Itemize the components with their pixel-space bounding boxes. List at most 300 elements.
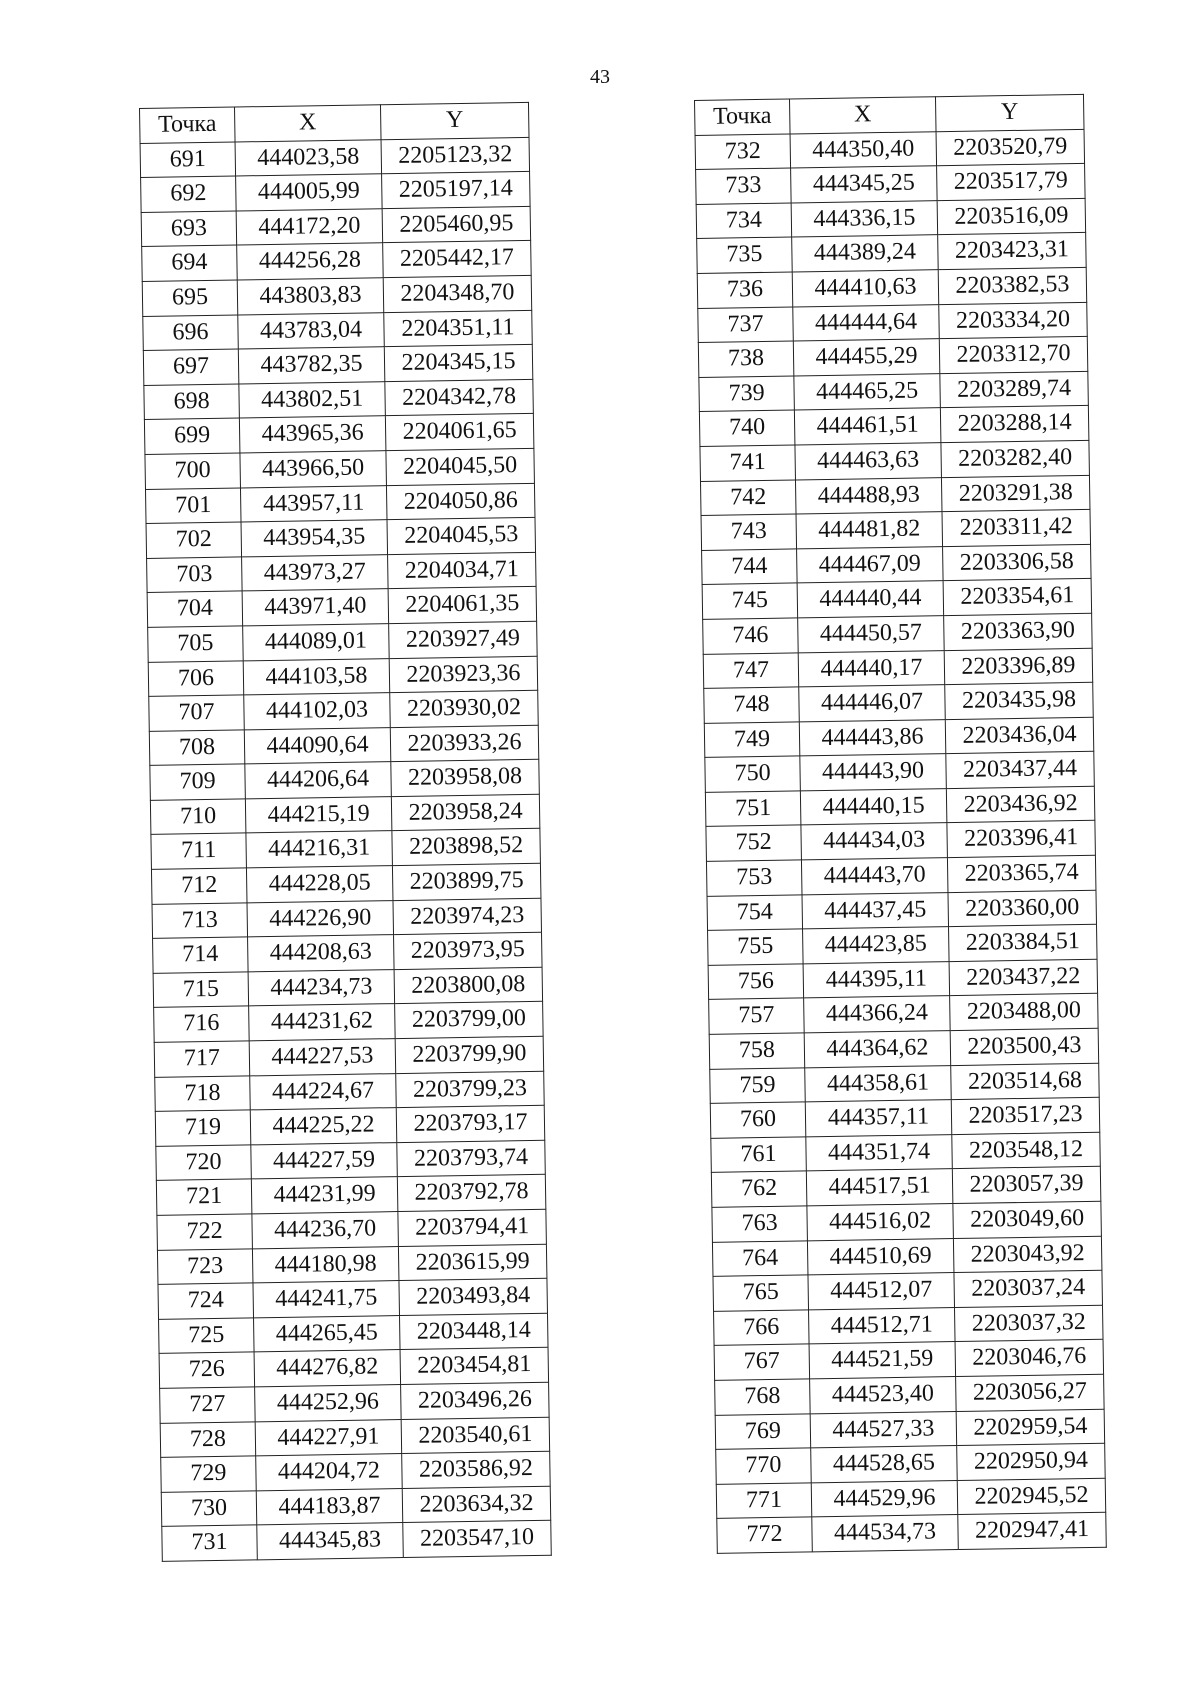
x-cell: 444336,15 [791,200,938,237]
point-cell: 749 [704,722,800,758]
point-cell: 698 [144,384,240,420]
x-cell: 443966,50 [240,451,387,488]
x-cell: 444521,59 [809,1342,956,1379]
table-row [716,1443,1105,1484]
point-cell: 761 [711,1137,807,1173]
y-cell: 2203311,42 [942,509,1091,546]
x-cell: 444443,70 [801,858,948,895]
x-cell: 444443,90 [800,754,947,791]
point-cell: 738 [698,341,794,377]
page-number: 43 [590,66,610,88]
x-cell: 443971,40 [242,589,389,626]
y-cell: 2203799,00 [395,1002,544,1039]
table-row [697,233,1086,274]
table-row [161,1451,550,1492]
y-cell: 2203384,51 [949,925,1098,962]
y-cell: 2203057,39 [952,1167,1101,1204]
x-cell: 444358,61 [805,1065,952,1102]
y-cell: 2203517,79 [937,164,1086,201]
table-row [699,371,1088,412]
x-cell: 444234,73 [248,969,395,1006]
y-cell: 2203634,32 [402,1486,551,1523]
y-cell: 2204345,15 [384,345,533,382]
table-row [162,1521,551,1562]
table-row [160,1417,549,1458]
table-row [154,1036,543,1077]
x-cell: 444172,20 [236,208,383,245]
table-row [715,1374,1104,1415]
x-cell: 444523,40 [810,1377,957,1414]
y-cell: 2203793,17 [396,1105,545,1142]
table-row [702,544,1091,585]
point-cell: 721 [156,1179,252,1215]
table-row [145,448,534,489]
point-cell: 741 [700,445,796,481]
table-row [709,1028,1098,1069]
table-row [716,1478,1105,1519]
table-row [155,1071,544,1112]
x-cell: 444256,28 [237,243,384,280]
y-cell: 2204342,78 [385,379,534,416]
y-cell: 2203291,38 [941,475,1090,512]
x-cell: 444440,44 [797,581,944,618]
point-cell: 716 [154,1006,250,1042]
table-row [711,1167,1100,1208]
y-cell: 2203334,20 [939,302,1088,339]
table-row [148,656,537,697]
y-cell: 2203517,23 [951,1097,1100,1134]
x-cell: 444215,19 [245,796,392,833]
y-cell: 2203037,32 [954,1305,1103,1342]
y-cell: 2203930,02 [390,690,539,727]
x-cell: 443954,35 [241,520,388,557]
x-cell: 444528,65 [811,1446,958,1483]
point-cell: 692 [141,176,237,212]
table-row [698,337,1087,378]
x-cell: 444231,99 [251,1177,398,1214]
table-row [142,275,531,316]
table-row [705,752,1094,793]
x-cell: 444516,02 [807,1204,954,1241]
point-cell: 714 [153,937,249,973]
table-row [707,890,1096,931]
table-row [710,1097,1099,1138]
table-body-right [695,129,1106,1553]
point-cell: 755 [708,929,804,965]
table-row [700,440,1089,481]
y-cell: 2203792,78 [397,1175,546,1212]
y-cell: 2203514,68 [951,1063,1100,1100]
table-row [158,1278,547,1319]
table-row [149,690,538,731]
table-row [156,1140,545,1181]
table-row [144,379,533,420]
y-cell: 2203049,60 [953,1201,1102,1238]
y-cell: 2203423,31 [938,233,1087,270]
table-row [145,483,534,524]
table-row [157,1244,546,1285]
table-row [708,925,1097,966]
x-cell: 444488,93 [795,477,942,514]
x-cell: 444529,96 [811,1480,958,1517]
table-row [710,1063,1099,1104]
x-cell: 444512,07 [808,1273,955,1310]
x-cell: 443783,04 [238,312,385,349]
x-cell: 444183,87 [256,1488,403,1525]
x-cell: 444208,63 [248,935,395,972]
x-cell: 444389,24 [792,235,939,272]
table-row [696,198,1085,239]
point-cell: 764 [712,1240,808,1276]
table-row [708,959,1097,1000]
y-cell: 2203500,43 [950,1028,1099,1065]
point-cell: 770 [716,1448,812,1484]
coordinates-table-left [139,102,552,1562]
point-cell: 704 [147,591,243,627]
table-row [153,933,542,974]
y-cell: 2203586,92 [402,1451,551,1488]
table-row [712,1201,1101,1242]
y-cell: 2203454,81 [400,1348,549,1385]
table-row [150,794,539,835]
point-cell: 751 [705,791,801,827]
point-cell: 771 [716,1483,812,1519]
point-cell: 707 [149,695,245,731]
point-cell: 700 [145,453,241,489]
table-row [706,855,1095,896]
y-cell: 2202950,94 [957,1443,1106,1480]
point-cell: 729 [161,1456,257,1492]
point-cell: 753 [706,860,802,896]
point-cell: 706 [148,660,244,696]
y-cell: 2203898,52 [392,829,541,866]
y-cell: 2203437,44 [946,752,1095,789]
y-cell: 2203046,76 [955,1340,1104,1377]
x-cell: 443802,51 [239,381,386,418]
table-row [141,172,530,213]
point-cell: 735 [697,237,793,273]
y-cell: 2203799,90 [395,1036,544,1073]
y-cell: 2203056,27 [956,1374,1105,1411]
y-cell: 2203958,08 [391,760,540,797]
point-cell: 762 [711,1171,807,1207]
table-body-left [140,137,551,1561]
table-row [701,509,1090,550]
y-cell: 2203933,26 [390,725,539,762]
table-row [154,1002,543,1043]
point-cell: 765 [713,1275,809,1311]
table-row [699,406,1088,447]
y-cell: 2202959,54 [956,1409,1105,1446]
coordinates-table-right [694,94,1107,1554]
table-row [703,648,1092,689]
x-cell: 444364,62 [804,1031,951,1068]
table-row [151,863,540,904]
table-row [714,1340,1103,1381]
table-row [148,621,537,662]
x-cell: 444231,62 [249,1004,396,1041]
point-cell: 701 [145,487,241,523]
point-cell: 766 [714,1310,810,1346]
y-cell: 2203800,08 [394,967,543,1004]
point-cell: 732 [695,134,791,170]
point-cell: 691 [140,142,236,178]
point-cell: 745 [702,583,798,619]
table-row [703,613,1092,654]
table-row [143,345,532,386]
x-cell: 444444,64 [793,304,940,341]
y-cell: 2204050,86 [386,483,535,520]
y-cell: 2204061,35 [388,587,537,624]
point-cell: 713 [152,903,248,939]
point-cell: 750 [705,756,801,792]
point-cell: 772 [717,1517,813,1553]
table-row [700,475,1089,516]
point-cell: 757 [709,998,805,1034]
table-row [704,717,1093,758]
x-cell: 444227,91 [255,1419,402,1456]
table-row [159,1313,548,1354]
x-cell: 444463,63 [795,443,942,480]
table-row [714,1305,1103,1346]
point-cell: 767 [714,1344,810,1380]
point-cell: 702 [146,522,242,558]
x-cell: 444241,75 [253,1281,400,1318]
point-cell: 710 [150,799,246,835]
point-cell: 697 [143,349,239,385]
x-cell: 444090,64 [244,727,391,764]
x-cell: 444089,01 [243,624,390,661]
point-cell: 727 [160,1387,256,1423]
table-row [140,137,529,178]
table-row [712,1236,1101,1277]
x-cell: 444434,03 [801,823,948,860]
y-cell: 2205123,32 [381,137,530,174]
point-cell: 737 [698,307,794,343]
point-cell: 726 [159,1352,255,1388]
header-point: Точка [140,107,236,143]
table-row [696,164,1085,205]
point-cell: 719 [155,1110,251,1146]
y-cell: 2203037,24 [954,1270,1103,1307]
y-cell: 2203354,61 [943,579,1092,616]
y-cell: 2203520,79 [936,129,1085,166]
point-cell: 763 [712,1206,808,1242]
x-cell: 444224,67 [250,1073,397,1110]
x-cell: 443957,11 [240,485,387,522]
y-cell: 2203043,92 [953,1236,1102,1273]
point-cell: 705 [148,626,244,662]
y-cell: 2204061,65 [385,414,534,451]
point-cell: 703 [147,557,243,593]
header-x: X [234,105,381,142]
x-cell: 444357,11 [805,1100,952,1137]
y-cell: 2203615,99 [398,1244,547,1281]
x-cell: 443803,83 [237,278,384,315]
table-row [147,552,536,593]
table-row [702,579,1091,620]
y-cell: 2204351,11 [384,310,533,347]
y-cell: 2203973,95 [394,933,543,970]
table-row [709,994,1098,1035]
y-cell: 2203306,58 [943,544,1092,581]
table-row [161,1486,550,1527]
y-cell: 2204045,50 [386,448,535,485]
x-cell: 444227,59 [251,1142,398,1179]
y-cell: 2203282,40 [941,440,1090,477]
point-cell: 756 [708,964,804,1000]
x-cell: 444410,63 [792,270,939,307]
table-row [706,821,1095,862]
point-cell: 718 [155,1076,251,1112]
x-cell: 444440,17 [798,650,945,687]
y-cell: 2204045,53 [387,517,536,554]
point-cell: 747 [703,652,799,688]
x-cell: 443973,27 [242,554,389,591]
table-row [697,267,1086,308]
x-cell: 444350,40 [790,131,937,168]
x-cell: 444345,83 [257,1523,404,1560]
y-cell: 2203436,92 [946,786,1095,823]
point-cell: 696 [143,315,239,351]
x-cell: 444180,98 [252,1246,399,1283]
point-cell: 760 [710,1102,806,1138]
header-x: X [789,97,936,134]
point-cell: 722 [157,1214,253,1250]
y-cell: 2203548,12 [952,1132,1101,1169]
point-cell: 711 [151,833,247,869]
point-cell: 736 [697,272,793,308]
point-cell: 708 [149,730,245,766]
y-cell: 2203493,84 [399,1278,548,1315]
point-cell: 709 [150,764,246,800]
x-cell: 444443,86 [799,719,946,756]
x-cell: 444265,45 [254,1315,401,1352]
point-cell: 725 [159,1318,255,1354]
point-cell: 723 [157,1248,253,1284]
table-row [142,241,531,282]
x-cell: 444023,58 [235,139,382,176]
y-cell: 2203363,90 [944,613,1093,650]
point-cell: 715 [153,972,249,1008]
table-row [159,1348,548,1389]
point-cell: 734 [696,203,792,239]
point-cell: 743 [701,514,797,550]
x-cell: 443782,35 [238,347,385,384]
table-row [144,414,533,455]
y-cell: 2203448,14 [399,1313,548,1350]
x-cell: 444102,03 [244,693,391,730]
y-cell: 2203365,74 [947,855,1096,892]
x-cell: 444510,69 [807,1238,954,1275]
point-cell: 754 [707,895,803,931]
x-cell: 444227,53 [249,1039,396,1076]
point-cell: 752 [706,825,802,861]
x-cell: 444517,51 [806,1169,953,1206]
x-cell: 444206,64 [245,762,392,799]
x-cell: 444423,85 [803,927,950,964]
y-cell: 2203396,41 [947,821,1096,858]
table-row [147,587,536,628]
table-row [157,1209,546,1250]
y-cell: 2205460,95 [382,206,531,243]
point-cell: 740 [699,410,795,446]
x-cell: 444351,74 [806,1134,953,1171]
table-row [153,967,542,1008]
header-y: Y [935,94,1084,131]
table-row [141,206,530,247]
x-cell: 444527,33 [810,1411,957,1448]
y-cell: 2203382,53 [938,267,1087,304]
y-cell: 2205442,17 [383,241,532,278]
table-row [705,786,1094,827]
table-row [143,310,532,351]
point-cell: 744 [702,549,798,585]
x-cell: 444366,24 [804,996,951,1033]
x-cell: 444440,15 [800,788,947,825]
y-cell: 2203436,04 [945,717,1094,754]
point-cell: 730 [161,1491,257,1527]
point-cell: 695 [142,280,238,316]
table-row [150,760,539,801]
y-cell: 2203435,98 [945,682,1094,719]
point-cell: 724 [158,1283,254,1319]
header-y: Y [380,102,529,139]
table-row [715,1409,1104,1450]
y-cell: 2203360,00 [948,890,1097,927]
x-cell: 444103,58 [243,658,390,695]
x-cell: 444204,72 [256,1454,403,1491]
x-cell: 444228,05 [246,866,393,903]
y-cell: 2203488,00 [950,994,1099,1031]
x-cell: 444465,25 [794,373,941,410]
point-cell: 768 [715,1379,811,1415]
x-cell: 444226,90 [247,900,394,937]
point-cell: 728 [160,1421,256,1457]
table-row [151,829,540,870]
x-cell: 444225,22 [250,1108,397,1145]
y-cell: 2203437,22 [949,959,1098,996]
x-cell: 444395,11 [803,961,950,998]
y-cell: 2202945,52 [957,1478,1106,1515]
table-row [160,1382,549,1423]
y-cell: 2203974,23 [393,898,542,935]
point-cell: 720 [156,1145,252,1181]
y-cell: 2203794,41 [398,1209,547,1246]
x-cell: 444534,73 [812,1515,959,1552]
point-cell: 731 [162,1525,258,1561]
y-cell: 2203899,75 [392,863,541,900]
x-cell: 444446,07 [799,685,946,722]
table-row [149,725,538,766]
x-cell: 444236,70 [252,1212,399,1249]
x-cell: 444252,96 [255,1385,402,1422]
point-cell: 748 [704,687,800,723]
y-cell: 2203958,24 [391,794,540,831]
point-cell: 693 [141,211,237,247]
point-cell: 742 [700,479,796,515]
y-cell: 2203288,14 [940,406,1089,443]
x-cell: 444450,57 [798,616,945,653]
point-cell: 712 [151,868,247,904]
y-cell: 2203540,61 [401,1417,550,1454]
header-point: Точка [695,99,791,135]
x-cell: 444467,09 [797,546,944,583]
point-cell: 759 [710,1068,806,1104]
y-cell: 2203312,70 [939,337,1088,374]
y-cell: 2203516,09 [937,198,1086,235]
x-cell: 444437,45 [802,892,949,929]
